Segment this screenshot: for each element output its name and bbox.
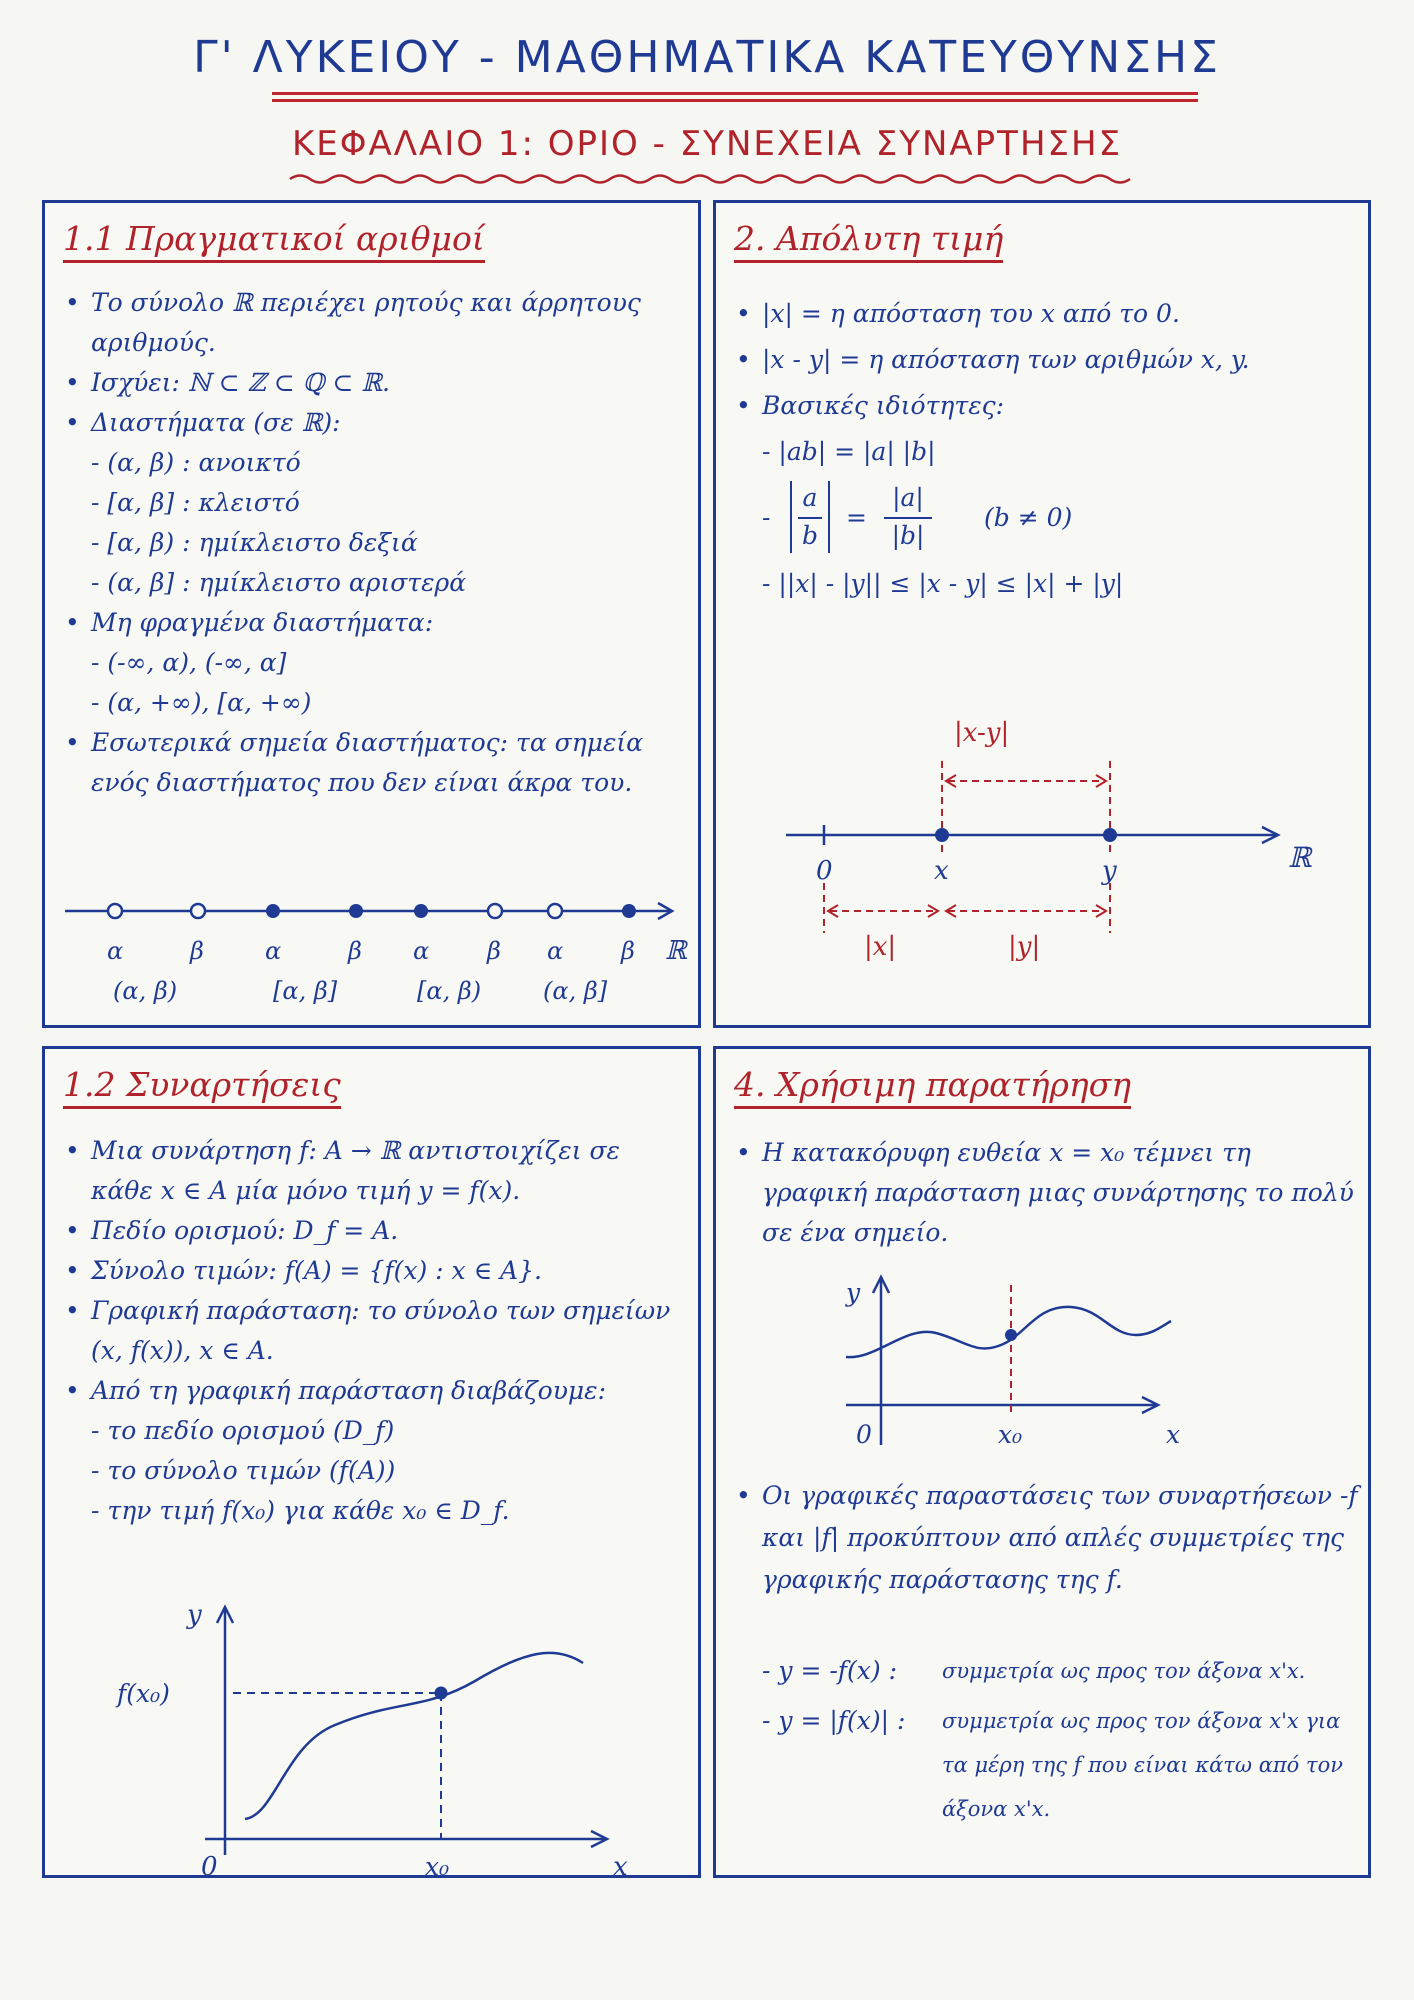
sub-item: - [α, β) : ημίκλειστο δεξιά <box>91 528 418 557</box>
open-endpoint <box>191 904 205 918</box>
closed-endpoint <box>414 904 428 918</box>
bullet: • |x| = η απόσταση του x από το 0. <box>734 291 1358 337</box>
closed-endpoint <box>349 904 363 918</box>
axis-label: ℝ <box>1288 841 1312 874</box>
title-underline <box>272 92 1198 95</box>
section-content-top <box>734 1133 1358 1253</box>
closed-endpoint <box>266 904 280 918</box>
page-title: Γ' ΛΥΚΕΙΟΥ - ΜΑΘΗΜΑΤΙΚΑ ΚΑΤΕΥΘΥΝΣΗΣ <box>193 32 1221 83</box>
bullet: • Οι γραφικές παραστάσεις των συναρτήσεων -f και |f| προκύπτουν από απλές συμμετρίες της γραφικής παράστασης της f. <box>734 1475 1358 1601</box>
bullet: • Διαστήματα (σε ℝ): <box>63 403 688 443</box>
distance-label: |x-y| <box>954 718 1010 748</box>
fx0-label: f(x₀) <box>117 1679 170 1708</box>
bullet: • Πεδίο ορισμού: D_f = A. <box>63 1211 688 1251</box>
endpoint-label: α <box>107 937 124 965</box>
interval-label: [α, β) <box>417 977 482 1005</box>
abs-bars: a b <box>790 481 830 553</box>
origin-label: 0 <box>201 1852 218 1882</box>
function-graph <box>105 1585 628 1882</box>
panel-real-numbers <box>42 200 701 1028</box>
endpoint-label: β <box>621 937 635 965</box>
page-subtitle: ΚΕΦΑΛΑΙΟ 1: ΟΡΙΟ - ΣΥΝΕΧΕΙΑ ΣΥΝΑΡΤΗΣΗΣ <box>291 124 1123 164</box>
bullet: • |x - y| = η απόσταση των αριθμών x, y. <box>734 337 1358 383</box>
absolute-value-diagram <box>756 703 1336 1003</box>
title-underline <box>272 99 1198 102</box>
endpoint-label: β <box>348 937 362 965</box>
interval-label: (α, β) <box>113 977 178 1005</box>
subtitle-wave-underline <box>290 172 1130 186</box>
origin-label: 0 <box>816 856 833 886</box>
endpoint-label: β <box>190 937 204 965</box>
interval-label: (α, β] <box>543 977 608 1005</box>
axis-label: ℝ <box>665 936 687 966</box>
sub-item: - (-∞, α), (-∞, α] <box>91 648 287 677</box>
intersection-point <box>1005 1329 1017 1341</box>
y-axis-label: y <box>187 1600 202 1630</box>
interval-label: [α, β] <box>273 977 338 1005</box>
symmetry-rules <box>762 1649 1362 1831</box>
sub-item: - το σύνολο τιμών (f(A)) <box>91 1456 396 1485</box>
vertical-line-test-graph <box>826 1265 1226 1455</box>
x-label: x <box>934 856 949 886</box>
function-curve <box>245 1653 583 1819</box>
x-axis-label: x <box>1166 1420 1181 1449</box>
section-content <box>734 291 1358 607</box>
property-quotient: - a b = |a| |b| (b ≠ 0) <box>734 475 1358 561</box>
rule-absolute: - y = |f(x)| : συμμετρία ως προς τον άξονα x'x για τα μέρη της f που είναι κάτω από τον άξονα x'x. <box>762 1706 1344 1821</box>
sub-item: - την τιμή f(x₀) για κάθε x₀ ∈ D_f. <box>91 1496 510 1525</box>
fraction: |a| |b| <box>880 481 936 553</box>
abs-x-label: |x| <box>864 932 897 962</box>
sub-item: - (α, β] : ημίκλειστο αριστερά <box>91 568 467 597</box>
bullet: • Ισχύει: ℕ ⊂ ℤ ⊂ ℚ ⊂ ℝ. <box>63 363 688 403</box>
sub-item: - [α, β] : κλειστό <box>91 488 300 517</box>
bullet: • Η κατακόρυφη ευθεία x = x₀ τέμνει τη γραφική παράσταση μιας συνάρτησης το πολύ σε ένα σημείο. <box>734 1133 1358 1253</box>
rule-negative: - y = -f(x) : συμμετρία ως προς τον άξονα x'x. <box>762 1656 1306 1685</box>
bullet: • Σύνολο τιμών: f(A) = {f(x) : x ∈ A}. <box>63 1251 688 1291</box>
sub-item: - το πεδίο ορισμού (D_f) <box>91 1416 395 1445</box>
bullet: • Μια συνάρτηση f: A → ℝ αντιστοιχίζει σε κάθε x ∈ A μία μόνο τιμή y = f(x). <box>63 1131 688 1211</box>
bullet: • Το σύνολο ℝ περιέχει ρητούς και άρρητους αριθμούς. <box>63 283 688 363</box>
point-on-curve <box>435 1687 448 1700</box>
open-endpoint <box>108 904 122 918</box>
section-title: 2. Απόλυτη τιμή <box>734 219 1003 263</box>
panel-useful-remark <box>713 1046 1371 1878</box>
origin-label: 0 <box>856 1420 872 1449</box>
property-product: - |ab| = |a| |b| <box>762 437 936 466</box>
x0-label: x₀ <box>425 1852 450 1881</box>
y-axis-label: y <box>846 1278 861 1307</box>
section-content <box>63 283 688 803</box>
section-title: 1.2 Συναρτήσεις <box>63 1065 341 1109</box>
interval-number-line <box>55 883 695 1013</box>
point-y <box>1103 828 1117 842</box>
x0-label: x₀ <box>998 1420 1023 1449</box>
closed-endpoint <box>622 904 636 918</box>
section-content <box>63 1131 688 1531</box>
panel-absolute-value <box>713 200 1371 1028</box>
sub-item: - (α, +∞), [α, +∞) <box>91 688 312 717</box>
open-endpoint <box>548 904 562 918</box>
bullet: • Βασικές ιδιότητες: <box>734 383 1358 429</box>
endpoint-label: α <box>265 937 282 965</box>
x-axis-label: x <box>613 1852 628 1882</box>
bullet: • Μη φραγμένα διαστήματα: <box>63 603 688 643</box>
point-x <box>935 828 949 842</box>
property-triangle-inequality: - ||x| - |y|| ≤ |x - y| ≤ |x| + |y| <box>762 569 1124 598</box>
section-content-bottom <box>734 1475 1358 1601</box>
sub-item: - (α, β) : ανοικτό <box>91 448 301 477</box>
endpoint-label: α <box>413 937 430 965</box>
panel-functions <box>42 1046 701 1882</box>
bullet: • Από τη γραφική παράσταση διαβάζουμε: <box>63 1371 688 1411</box>
section-title: 1.1 Πραγματικοί αριθμοί <box>63 219 485 263</box>
bullet: • Εσωτερικά σημεία διαστήματος: τα σημεία ενός διαστήματος που δεν είναι άκρα του. <box>63 723 688 803</box>
y-label: y <box>1102 856 1117 886</box>
abs-y-label: |y| <box>1008 932 1041 962</box>
open-endpoint <box>488 904 502 918</box>
endpoint-label: β <box>487 937 501 965</box>
bullet: • Γραφική παράσταση: το σύνολο των σημείων (x, f(x)), x ∈ A. <box>63 1291 688 1371</box>
endpoint-label: α <box>547 937 564 965</box>
section-title: 4. Χρήσιμη παρατήρηση <box>734 1065 1131 1109</box>
